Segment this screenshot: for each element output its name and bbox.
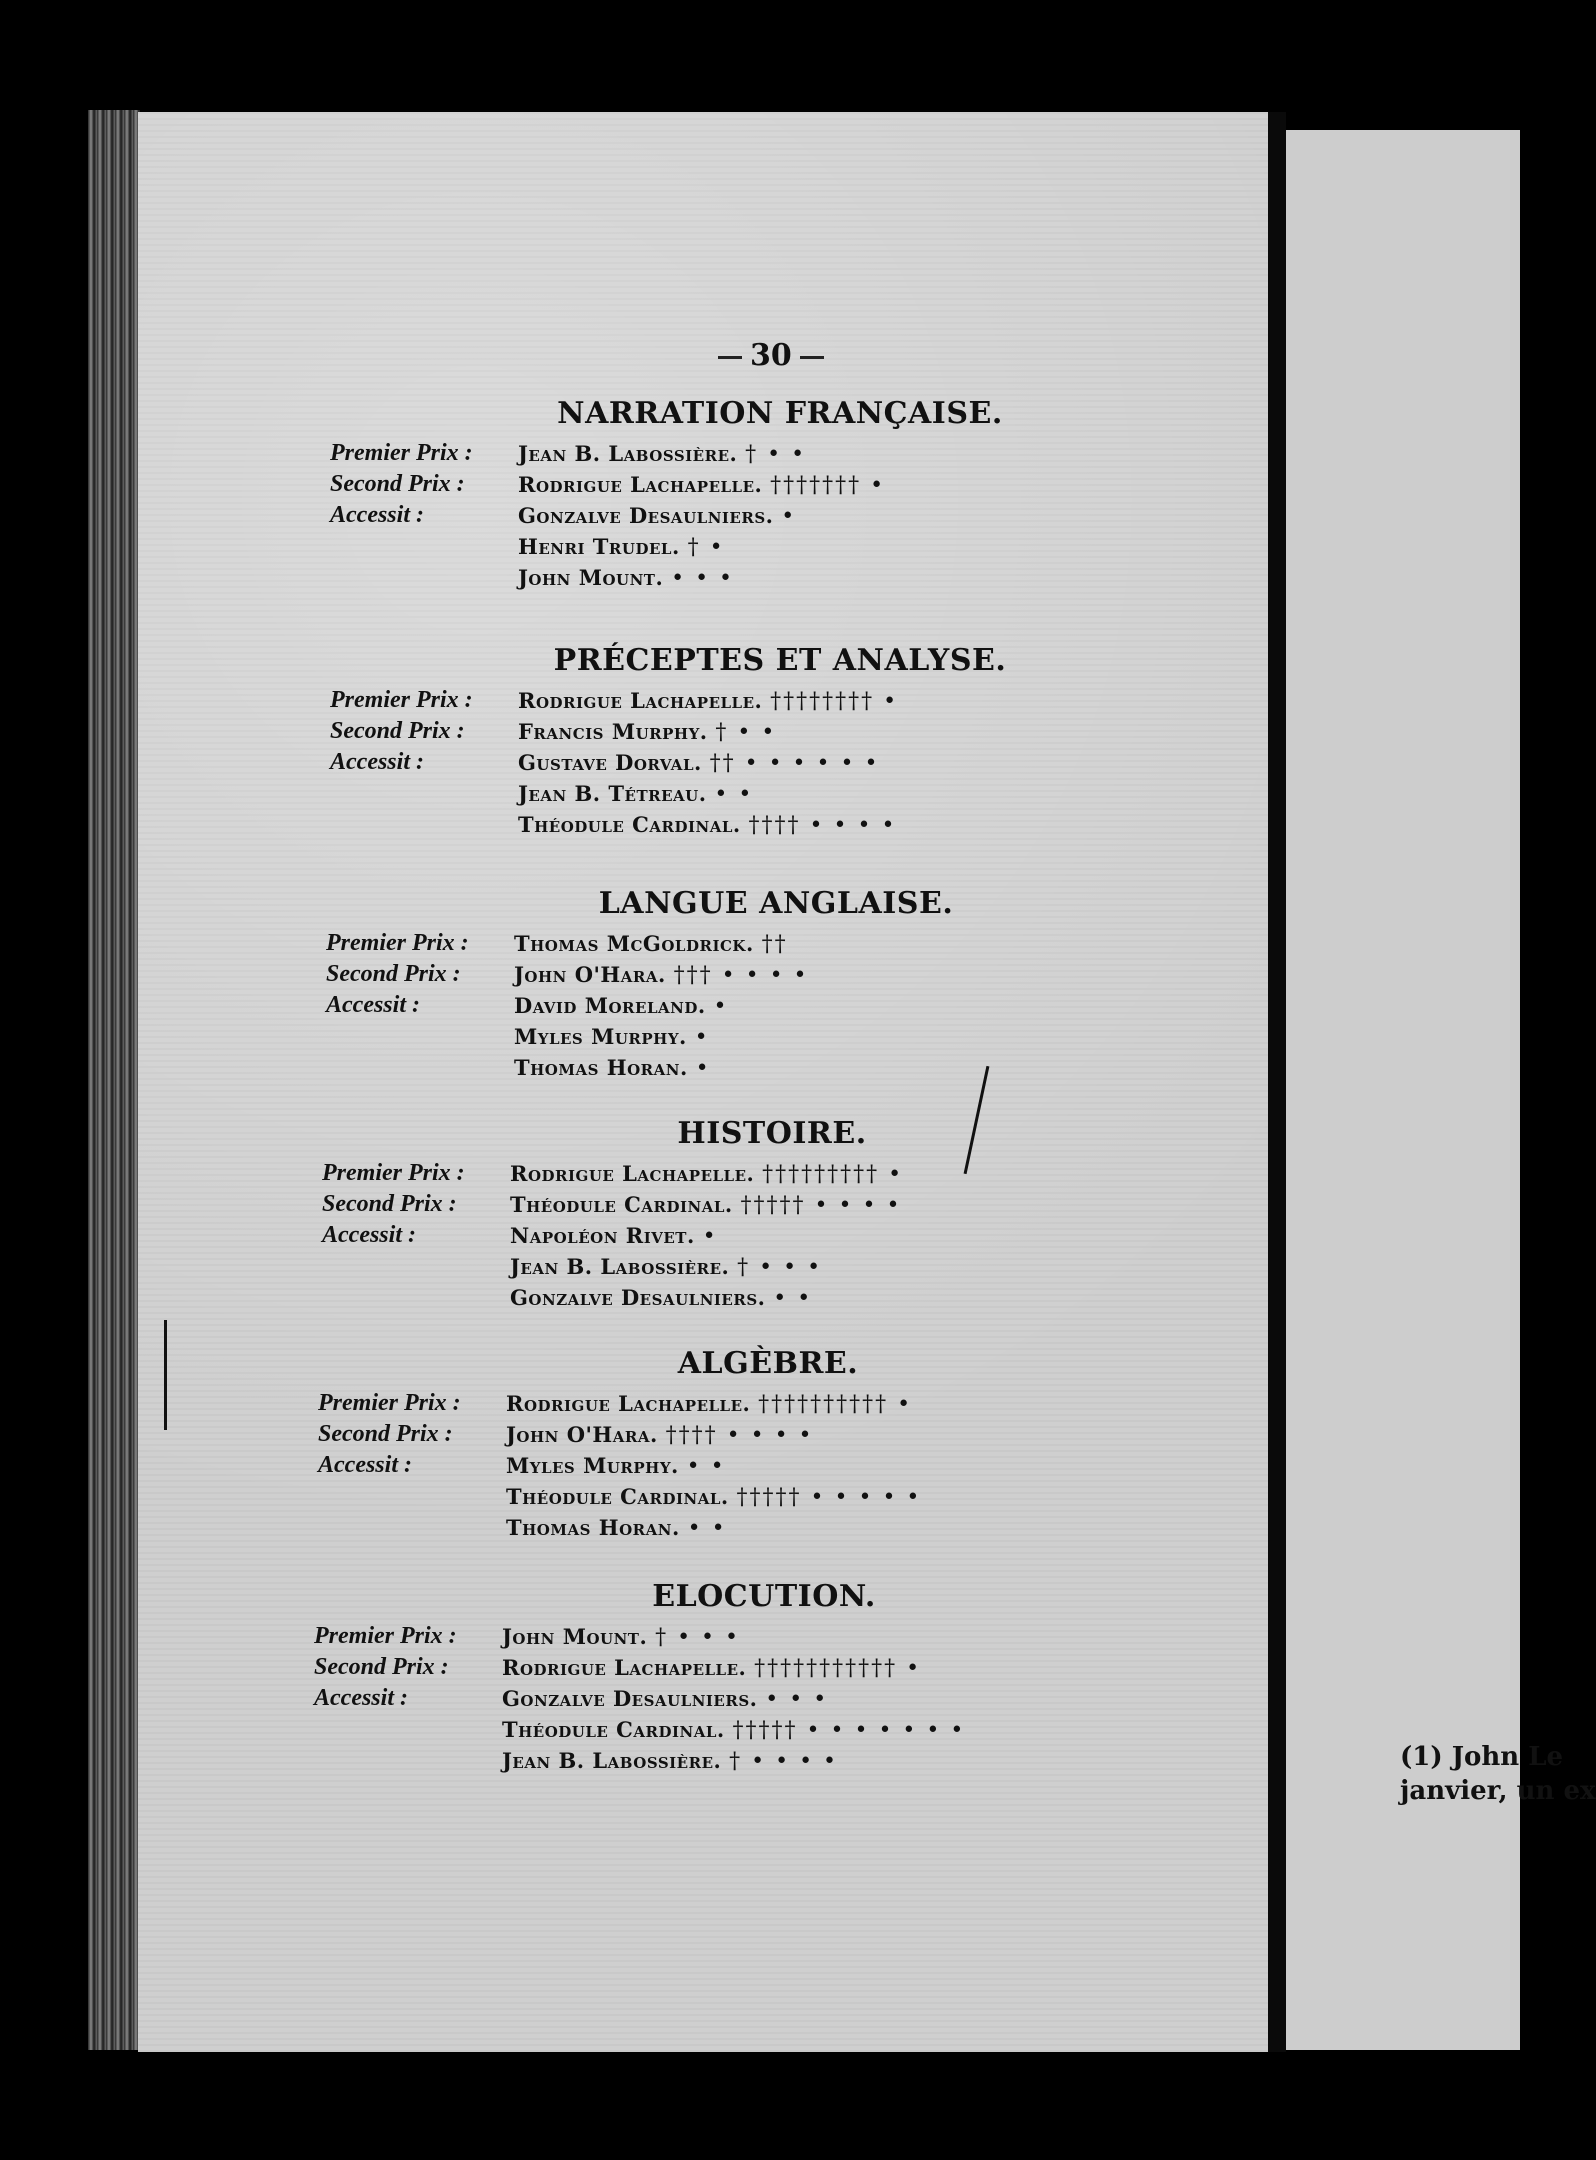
student-entry	[514, 1052, 711, 1083]
student-entry	[510, 1189, 901, 1220]
student-entry	[506, 1388, 912, 1419]
student-name: Myles Murphy.	[506, 1453, 679, 1478]
prize-row	[318, 1388, 1218, 1419]
prize-row	[326, 990, 1226, 1021]
prize-label: Second Prix :	[326, 961, 461, 987]
student-entry	[502, 1621, 740, 1652]
student-entry	[518, 716, 776, 747]
distinction-marks: • • •	[765, 1687, 829, 1712]
distinction-marks: • • •	[671, 566, 735, 591]
student-name: Théodule Cardinal.	[510, 1192, 733, 1217]
student-entry	[502, 1745, 838, 1776]
facing-page-footnote-line-2: janvier, un ex	[1400, 1776, 1596, 1806]
student-entry	[506, 1481, 921, 1512]
student-entry	[510, 1251, 822, 1282]
student-name: Napoléon Rivet.	[510, 1223, 695, 1248]
student-entry	[510, 1220, 718, 1251]
student-entry	[510, 1282, 812, 1313]
prize-row	[318, 1512, 1218, 1543]
distinction-marks: ††	[761, 932, 788, 957]
student-name: Thomas Horan.	[514, 1055, 688, 1080]
distinction-marks: † • • •	[737, 1255, 823, 1280]
student-name: Théodule Cardinal.	[502, 1717, 725, 1742]
distinction-marks: ††† • • • •	[673, 963, 809, 988]
distinction-marks: † • •	[745, 442, 807, 467]
prize-row	[318, 1481, 1218, 1512]
distinction-marks: † • • • •	[729, 1749, 839, 1774]
prize-row	[318, 1419, 1218, 1450]
student-entry	[506, 1419, 814, 1450]
student-name: Francis Murphy.	[518, 719, 708, 744]
facing-page-footnote-line-1: (1) John Le	[1400, 1742, 1564, 1772]
prize-row	[330, 778, 1230, 809]
distinction-marks: •	[781, 504, 797, 529]
student-entry	[514, 990, 728, 1021]
student-entry	[502, 1652, 921, 1683]
student-name: Jean B. Tétreau.	[518, 781, 707, 806]
student-entry	[518, 778, 753, 809]
prize-row	[326, 1021, 1226, 1052]
distinction-marks: ††††††††††† •	[754, 1656, 922, 1681]
distinction-marks: •	[695, 1056, 711, 1081]
prize-label: Second Prix :	[330, 471, 465, 497]
distinction-marks: •	[694, 1025, 710, 1050]
prize-label	[314, 1714, 502, 1745]
prize-label: Premier Prix :	[318, 1390, 461, 1416]
student-name: Thomas Horan.	[506, 1515, 680, 1540]
prize-section	[322, 1110, 1222, 1313]
student-name: Jean B. Labossière.	[510, 1254, 730, 1279]
prize-row	[314, 1652, 1214, 1683]
prize-row	[326, 1052, 1226, 1083]
student-entry	[518, 438, 806, 469]
student-name: Jean B. Labossière.	[502, 1748, 722, 1773]
distinction-marks: • •	[773, 1286, 813, 1311]
student-entry	[518, 469, 885, 500]
student-name: John Mount.	[518, 565, 664, 590]
prize-row	[322, 1220, 1222, 1251]
distinction-marks: † • •	[715, 720, 777, 745]
distinction-marks: ††††††††† •	[762, 1162, 904, 1187]
prize-row	[330, 562, 1230, 593]
pen-mark	[164, 1320, 167, 1430]
prize-label: Second Prix :	[322, 1191, 457, 1217]
student-entry	[518, 747, 879, 778]
prize-row	[322, 1158, 1222, 1189]
distinction-marks: ††††† • • • • •	[736, 1485, 922, 1510]
prize-row	[314, 1745, 1214, 1776]
student-entry	[514, 928, 788, 959]
student-entry	[514, 959, 809, 990]
student-entry	[502, 1714, 965, 1745]
distinction-marks: †††††††††† •	[758, 1392, 913, 1417]
prize-row	[314, 1714, 1214, 1745]
student-entry	[510, 1158, 903, 1189]
student-entry	[518, 562, 734, 593]
distinction-marks: †††† • • • •	[665, 1423, 814, 1448]
prize-row	[330, 809, 1230, 840]
student-name: John O'Hara.	[514, 962, 666, 987]
student-name: Myles Murphy.	[514, 1024, 687, 1049]
prize-label: Premier Prix :	[314, 1623, 457, 1649]
prize-row	[322, 1282, 1222, 1313]
student-entry	[506, 1512, 727, 1543]
student-name: Théodule Cardinal.	[518, 812, 741, 837]
student-name: Rodrigue Lachapelle.	[518, 472, 763, 497]
prize-label: Premier Prix :	[326, 930, 469, 956]
prize-row	[330, 438, 1230, 469]
prize-section	[318, 1340, 1218, 1543]
prize-label	[318, 1512, 506, 1543]
distinction-marks: •	[713, 994, 729, 1019]
prize-section	[330, 637, 1230, 840]
prize-label: Second Prix :	[314, 1654, 449, 1680]
student-name: Thomas McGoldrick.	[514, 931, 754, 956]
student-name: Jean B. Labossière.	[518, 441, 738, 466]
student-entry	[518, 809, 896, 840]
prize-label: Accessit :	[314, 1685, 408, 1711]
prize-section	[314, 1573, 1214, 1776]
student-name: Rodrigue Lachapelle.	[510, 1161, 755, 1186]
distinction-marks: † •	[687, 535, 725, 560]
distinction-marks: † • • •	[655, 1625, 741, 1650]
prize-row	[322, 1189, 1222, 1220]
prize-label	[330, 562, 518, 593]
prize-label	[318, 1481, 506, 1512]
student-name: Rodrigue Lachapelle.	[502, 1655, 747, 1680]
student-entry	[506, 1450, 726, 1481]
page-number: 30	[710, 338, 832, 373]
distinction-marks: •	[702, 1224, 718, 1249]
distinction-marks: • •	[714, 782, 754, 807]
student-name: Rodrigue Lachapelle.	[506, 1391, 751, 1416]
student-name: Rodrigue Lachapelle.	[518, 688, 763, 713]
prize-label	[314, 1745, 502, 1776]
prize-label	[330, 778, 518, 809]
student-name: John O'Hara.	[506, 1422, 658, 1447]
student-entry	[502, 1683, 828, 1714]
prize-label: Accessit :	[322, 1222, 416, 1248]
prize-row	[330, 685, 1230, 716]
distinction-marks: ††††††† •	[770, 473, 886, 498]
prize-row	[314, 1621, 1214, 1652]
prize-row	[330, 531, 1230, 562]
prize-row	[322, 1251, 1222, 1282]
student-name: Gonzalve Desaulniers.	[518, 503, 774, 528]
section-title: ALGÈBRE.	[677, 1346, 859, 1381]
prize-label: Accessit :	[330, 749, 424, 775]
student-name: David Moreland.	[514, 993, 706, 1018]
prize-label: Second Prix :	[318, 1421, 453, 1447]
prize-label: Premier Prix :	[322, 1160, 465, 1186]
prize-label	[326, 1021, 514, 1052]
student-name: Théodule Cardinal.	[506, 1484, 729, 1509]
prize-label	[322, 1282, 510, 1313]
prize-row	[330, 716, 1230, 747]
distinction-marks: • •	[686, 1454, 726, 1479]
student-entry	[514, 1021, 710, 1052]
prize-label	[330, 531, 518, 562]
prize-label: Premier Prix :	[330, 440, 473, 466]
student-name: Henri Trudel.	[518, 534, 680, 559]
section-title: ELOCUTION.	[652, 1579, 876, 1614]
prize-section	[330, 390, 1230, 593]
distinction-marks: †††† • • • •	[748, 813, 897, 838]
distinction-marks: †††††††† •	[770, 689, 899, 714]
book-page-edges	[88, 110, 140, 2050]
prize-row	[330, 469, 1230, 500]
prize-label	[322, 1251, 510, 1282]
prize-row	[330, 747, 1230, 778]
student-name: Gonzalve Desaulniers.	[502, 1686, 758, 1711]
prize-section	[326, 880, 1226, 1083]
distinction-marks: †† • • • • • •	[709, 751, 880, 776]
prize-label	[330, 809, 518, 840]
distinction-marks: ††††† • • • • • • •	[732, 1718, 966, 1743]
prize-row	[326, 928, 1226, 959]
prize-label: Second Prix :	[330, 718, 465, 744]
section-title: HISTOIRE.	[677, 1116, 867, 1151]
student-name: Gustave Dorval.	[518, 750, 702, 775]
prize-row	[330, 500, 1230, 531]
section-title: PRÉCEPTES ET ANALYSE.	[553, 643, 1007, 678]
prize-row	[318, 1450, 1218, 1481]
prize-label: Premier Prix :	[330, 687, 473, 713]
section-title: NARRATION FRANÇAISE.	[557, 396, 1003, 431]
prize-label	[326, 1052, 514, 1083]
distinction-marks: ††††† • • • •	[740, 1193, 902, 1218]
student-entry	[518, 500, 796, 531]
prize-label: Accessit :	[330, 502, 424, 528]
prize-label: Accessit :	[326, 992, 420, 1018]
student-entry	[518, 685, 898, 716]
student-name: Gonzalve Desaulniers.	[510, 1285, 766, 1310]
student-entry	[518, 531, 725, 562]
prize-row	[326, 959, 1226, 990]
prize-label: Accessit :	[318, 1452, 412, 1478]
distinction-marks: • •	[687, 1516, 727, 1541]
prize-row	[314, 1683, 1214, 1714]
section-title: LANGUE ANGLAISE.	[598, 886, 954, 921]
student-name: John Mount.	[502, 1624, 648, 1649]
book-gutter	[1268, 112, 1286, 2052]
